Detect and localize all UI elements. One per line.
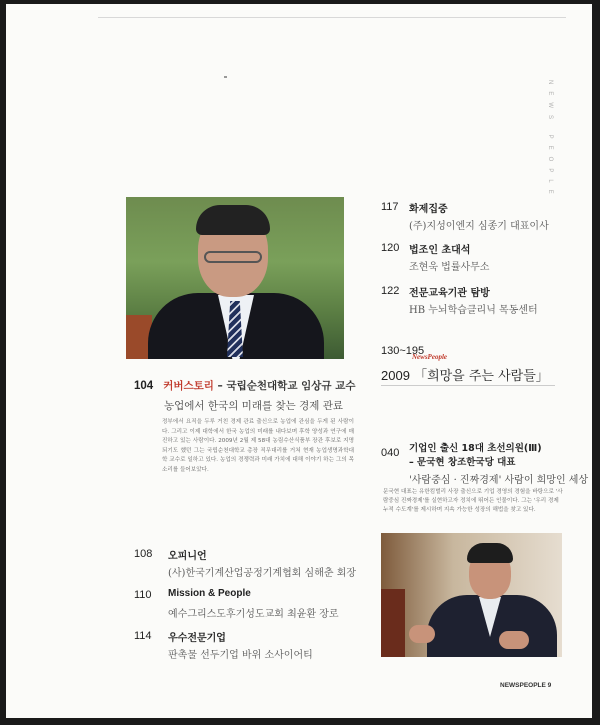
cover-story-body: 정부에서 요직을 두루 거친 경제 관료 출신으로 농업에 관심을 두게 된 사람이다. 그리고 이제 대학에서 한국 농업의 미래를 내다보며 후학 양성과 연구에 매진하고 있는 사람이다. 2009년 2월 제 58대 농림수산식품부 장관 후보로 지명되기도 했던 그는 국립순천대학교 총장 직무대리를 거쳐 현재 농업생명과학대학 교수로 일하고 있다. 농업의 경쟁력과 미래 가치에 대해 이야기 하는 그의 목소리를 들어보았다. bbox=[162, 419, 354, 473]
print-speck bbox=[224, 76, 227, 78]
margin-section-tag: NEWS PEOPLE bbox=[547, 80, 553, 201]
article-subtitle: '사람중심 · 진짜경제' 사람이 희망인 세상 bbox=[409, 475, 589, 486]
toc-entry-subtitle: HB 누뇌학습클리닉 목동센터 bbox=[409, 305, 538, 316]
toc-entry-subtitle: 예수그리스도후기성도교회 최윤환 장로 bbox=[168, 609, 339, 620]
cover-story-headline: – 국립순천대학교 임상규 교수 bbox=[213, 380, 356, 392]
article-title-line2: – 문국현 창조한국당 대표 bbox=[409, 457, 516, 468]
toc-entry-title: 우수전문기업 bbox=[168, 633, 226, 644]
toc-entry-subtitle: 판촉물 선두기업 바위 소사이어티 bbox=[168, 650, 313, 661]
toc-entry-title: 오피니언 bbox=[168, 551, 207, 562]
page-number: 104 bbox=[134, 380, 154, 392]
page-range: 130~195 bbox=[381, 345, 425, 357]
top-rule bbox=[98, 17, 566, 18]
politician-article-entry[interactable] bbox=[381, 441, 589, 514]
page-number: 110 bbox=[134, 589, 152, 601]
page-number: 120 bbox=[381, 242, 400, 254]
toc-entry-subtitle: (주)지성이엔지 심종기 대표이사 bbox=[409, 221, 549, 232]
feature-title-text: 「희망을 주는 사람들」 bbox=[414, 369, 549, 384]
page-number: 108 bbox=[134, 548, 153, 560]
toc-entry-title: Mission & People bbox=[168, 588, 251, 599]
feature-title bbox=[381, 365, 549, 384]
article-body: 문국현 대표는 유한킴벌리 사장 출신으로 기업 경영의 경험을 바탕으로 '사람중심 진짜경제'를 실현하고자 정치에 뛰어든 인물이다. 그는 '우리 경제 누적 수도계'를 제시하며 지속 가능한 성장의 해법을 찾고 있다. bbox=[383, 489, 563, 514]
toc-entry-title: 전문교육기관 탐방 bbox=[409, 288, 490, 299]
toc-entry-title: 화제집중 bbox=[409, 204, 448, 215]
page-number: 114 bbox=[134, 630, 152, 642]
divider bbox=[381, 385, 555, 386]
cover-story-entry[interactable] bbox=[134, 378, 356, 473]
page-number: 117 bbox=[381, 201, 399, 213]
politician-photo bbox=[381, 533, 562, 657]
toc-entry-subtitle: (사)한국기계산업공정기계협회 심해춘 회장 bbox=[168, 568, 357, 579]
newspeople-logo: NewsPeople bbox=[412, 353, 447, 361]
article-title-line1: 기업인 출신 18대 초선의원(Ⅲ) bbox=[409, 443, 542, 454]
feature-section-entry[interactable] bbox=[381, 339, 549, 384]
cover-story-kicker: 커버스토리 bbox=[163, 380, 214, 392]
cover-story-heading bbox=[134, 378, 354, 393]
page-number: 040 bbox=[381, 447, 400, 459]
cover-story-subtitle: 농업에서 한국의 미래를 찾는 경제 관료 bbox=[164, 400, 343, 412]
page-number: 122 bbox=[381, 285, 400, 297]
feature-year: 2009 bbox=[381, 368, 410, 383]
toc-entry-title: 법조인 초대석 bbox=[409, 245, 471, 256]
cover-story-photo bbox=[126, 197, 344, 359]
toc-entry-subtitle: 조현욱 법률사무소 bbox=[409, 262, 490, 273]
page-folio: NEWSPEOPLE 9 bbox=[500, 682, 552, 689]
magazine-page bbox=[6, 4, 592, 718]
